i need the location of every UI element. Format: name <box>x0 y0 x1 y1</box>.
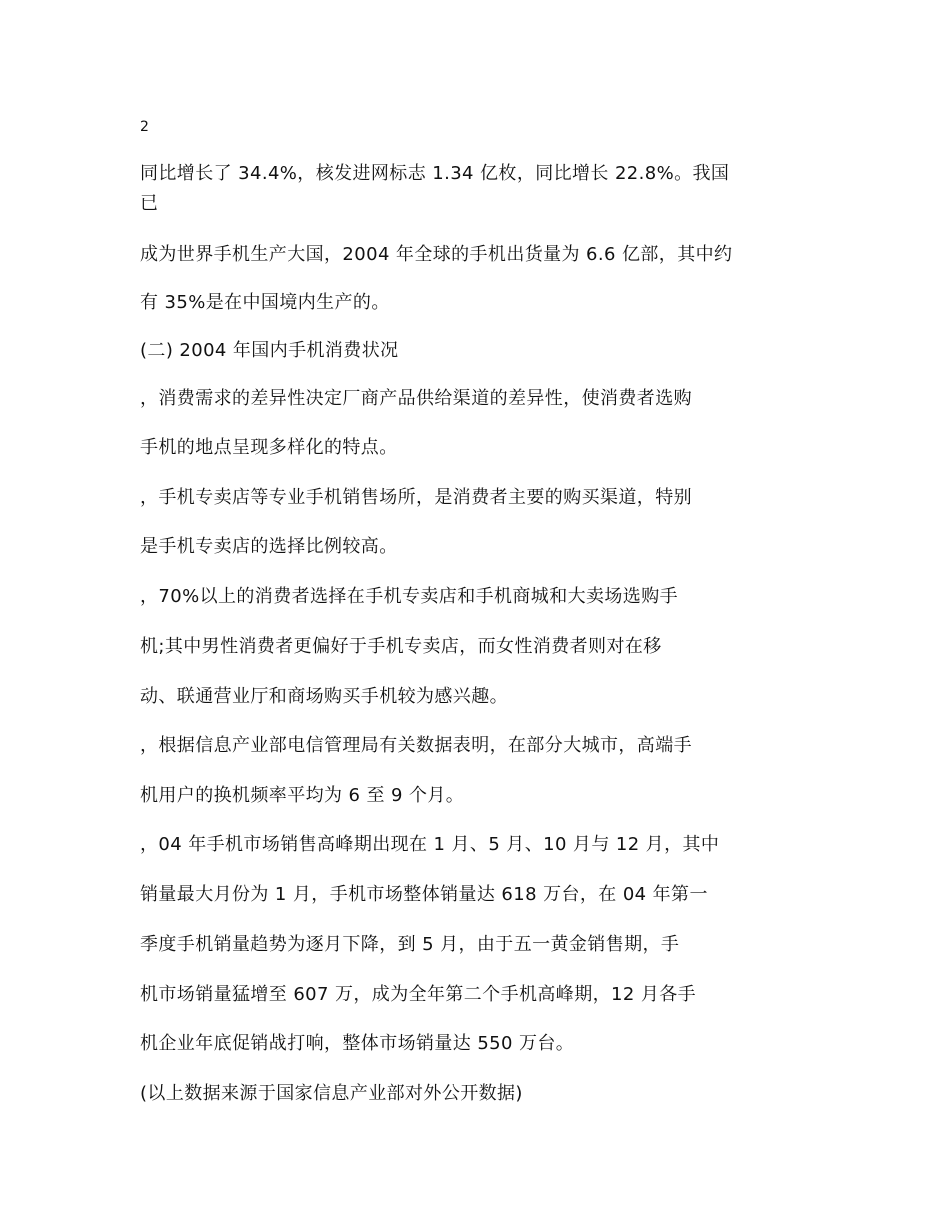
text-line: 机;其中男性消费者更偏好于手机专卖店，而女性消费者则对在移 <box>140 636 662 657</box>
text-line: 已 <box>140 193 159 214</box>
text-line: 机企业年底促销战打响，整体市场销量达 550 万台。 <box>140 1033 575 1054</box>
text-line: 机用户的换机频率平均为 6 至 9 个月。 <box>140 785 465 806</box>
text-line: 成为世界手机生产大国，2004 年全球的手机出货量为 6.6 亿部，其中约 <box>140 244 733 265</box>
text-line: ，根据信息产业部电信管理局有关数据表明，在部分大城市，高端手 <box>140 735 692 756</box>
page-number: 2 <box>140 119 149 135</box>
text-line: 有 35%是在中国境内生产的。 <box>140 292 390 313</box>
text-line: ，04 年手机市场销售高峰期出现在 1 月、5 月、10 月与 12 月，其中 <box>140 834 720 855</box>
section-heading: (二) 2004 年国内手机消费状况 <box>140 340 399 361</box>
text-line: 销量最大月份为 1 月，手机市场整体销量达 618 万台，在 04 年第一 <box>140 884 708 905</box>
source-note: (以上数据来源于国家信息产业部对外公开数据) <box>140 1083 523 1104</box>
text-line: 动、联通营业厅和商场购买手机较为感兴趣。 <box>140 686 508 707</box>
text-line: 同比增长了 34.4%，核发进网标志 1.34 亿枚，同比增长 22.8%。我国 <box>140 163 730 184</box>
text-line: 手机的地点呈现多样化的特点。 <box>140 437 398 458</box>
text-line: 机市场销量猛增至 607 万，成为全年第二个手机高峰期，12 月各手 <box>140 984 697 1005</box>
text-line: 是手机专卖店的选择比例较高。 <box>140 536 398 557</box>
text-line: ，消费需求的差异性决定厂商产品供给渠道的差异性，使消费者选购 <box>140 388 692 409</box>
text-line: 季度手机销量趋势为逐月下降，到 5 月，由于五一黄金销售期，手 <box>140 934 680 955</box>
text-line: ，手机专卖店等专业手机销售场所，是消费者主要的购买渠道，特别 <box>140 487 692 508</box>
text-line: ，70%以上的消费者选择在手机专卖店和手机商城和大卖场选购手 <box>140 586 679 607</box>
